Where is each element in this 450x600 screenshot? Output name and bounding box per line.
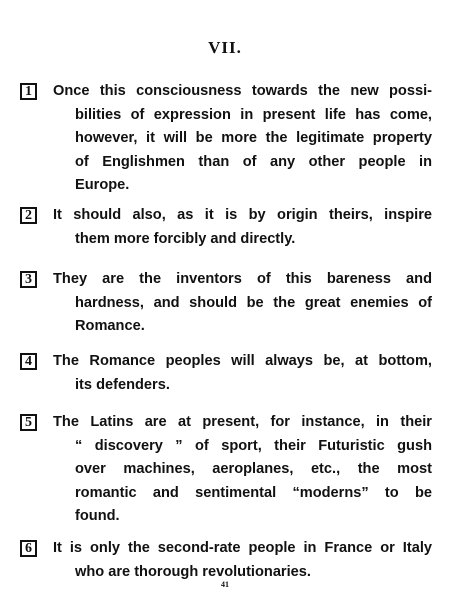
paragraph-number-box: 5 <box>20 414 37 431</box>
section-heading: VII. <box>208 38 242 57</box>
paragraph-text <box>54 411 432 529</box>
text-line: its defenders. <box>75 376 170 393</box>
text-line: “ discovery ” of sport, their Futuristic gush <box>75 437 432 454</box>
paragraph-text <box>54 350 432 397</box>
paragraph-number-box: 4 <box>20 353 37 370</box>
numbered-paragraph <box>20 268 432 339</box>
text-line: Once this consciousness towards the new possi- <box>53 83 432 99</box>
paragraph-text <box>54 537 432 584</box>
text-line: over machines, aeroplanes, etc., the most <box>75 461 432 477</box>
text-line: them more forcibly and directly. <box>75 230 296 247</box>
paragraph-text <box>54 268 432 339</box>
paragraph-number-box: 2 <box>20 207 37 224</box>
text-line: romantic and sentimental “moderns” to be <box>75 484 432 501</box>
numbered-paragraph <box>20 411 432 529</box>
text-line: of Englishmen than of any other people in <box>75 153 432 170</box>
text-line: It is only the second-rate people in France or Italy <box>53 540 432 556</box>
text-line: They are the inventors of this bareness and <box>53 271 432 287</box>
text-line: who are thorough revolutionaries. <box>75 563 311 580</box>
text-line: Romance. <box>75 318 145 334</box>
paragraph-text <box>54 80 432 198</box>
text-line: however, it will be more the legitimate property <box>75 130 432 146</box>
page-number: 41 <box>221 580 229 589</box>
text-line: It should also, as it is by origin theirs, inspire <box>53 207 432 223</box>
numbered-paragraph <box>20 80 432 198</box>
text-line: found. <box>75 508 120 524</box>
paragraph-number-box: 3 <box>20 271 37 288</box>
text-line: hardness, and should be the great enemies of <box>75 294 432 311</box>
numbered-paragraph <box>20 204 432 251</box>
numbered-paragraph <box>20 537 432 584</box>
text-line: The Latins are at present, for instance, in their <box>53 414 432 430</box>
text-line: The Romance peoples will always be, at bottom, <box>53 353 432 369</box>
paragraph-text <box>54 204 432 251</box>
paragraph-number-box: 6 <box>20 540 37 557</box>
numbered-paragraph <box>20 350 432 397</box>
paragraph-number-box: 1 <box>20 83 37 100</box>
text-line: Europe. <box>75 177 130 193</box>
text-line: bilities of expression in present life has come, <box>75 106 432 123</box>
